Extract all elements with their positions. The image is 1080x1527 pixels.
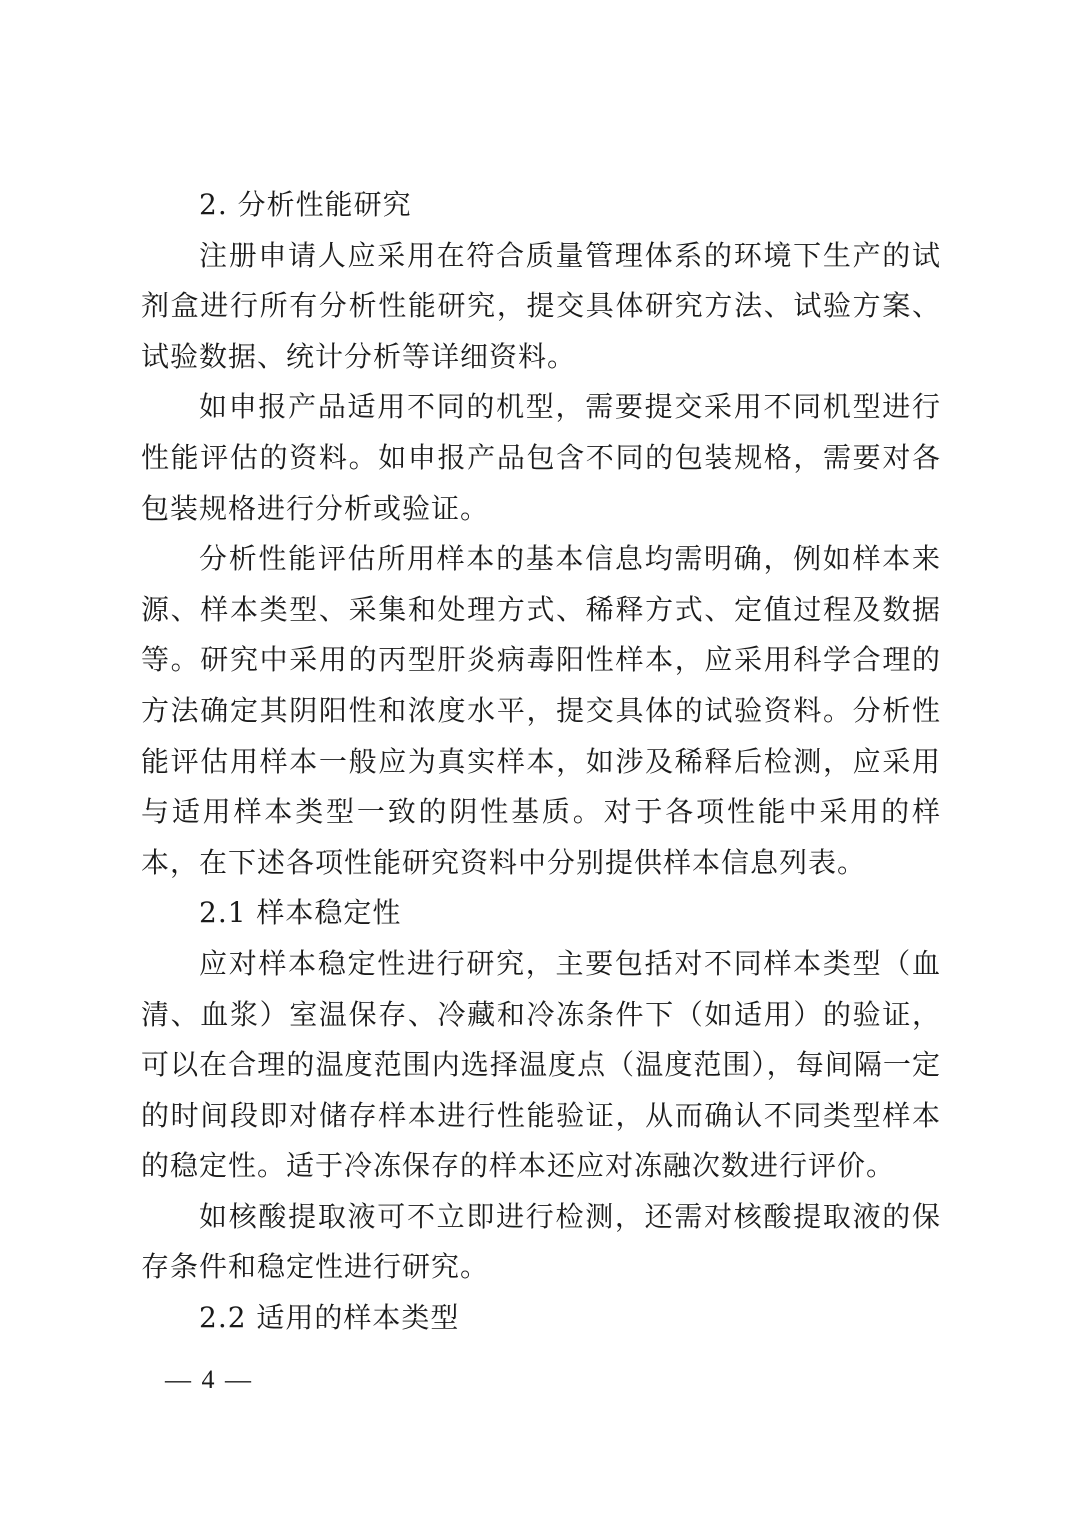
paragraph-sample-stability: 应对样本稳定性进行研究，主要包括对不同样本类型（血清、血浆）室温保存、冷藏和冷冻条件下（如适用）的验证，可以在合理的温度范围内选择温度点（温度范围），每间隔一定的时间段即对储存样本进行性能验证，从而确认不同类型样本的稳定性。适于冷冻保存的样本还应对冻融次数进行评价。: [141, 946, 941, 1183]
paragraph-instrument-models: 如申报产品适用不同的机型，需要提交采用不同机型进行性能评估的资料。如申报产品包含不同的包装规格，需要对各包装规格进行分析或验证。: [141, 390, 941, 525]
section-heading-2-2: 2.2 适用的样本类型: [199, 1301, 460, 1335]
section-heading-2: 2. 分析性能研究: [199, 188, 412, 221]
document-body: [141, 180, 941, 1344]
paragraph-nucleic-acid-extract: 如核酸提取液可不立即进行检测，还需对核酸提取液的保存条件和稳定性进行研究。: [141, 1199, 941, 1284]
paragraph-registrant-requirements: 注册申请人应采用在符合质量管理体系的环境下生产的试剂盒进行所有分析性能研究，提交具体研究方法、试验方案、试验数据、统计分析等详细资料。: [141, 238, 941, 373]
paragraph-sample-information: 分析性能评估所用样本的基本信息均需明确，例如样本来源、样本类型、采集和处理方式、稀释方式、定值过程及数据等。研究中采用的丙型肝炎病毒阳性样本，应采用科学合理的方法确定其阴阳性和浓度水平，提交具体的试验资料。分析性能评估用样本一般应为真实样本，如涉及稀释后检测，应采用与适用样本类型一致的阴性基质。对于各项性能中采用的样本，在下述各项性能研究资料中分别提供样本信息列表。: [141, 542, 941, 879]
section-heading-2-1: 2.1 样本稳定性: [199, 896, 402, 930]
page-number: — 4 —: [165, 1365, 253, 1394]
